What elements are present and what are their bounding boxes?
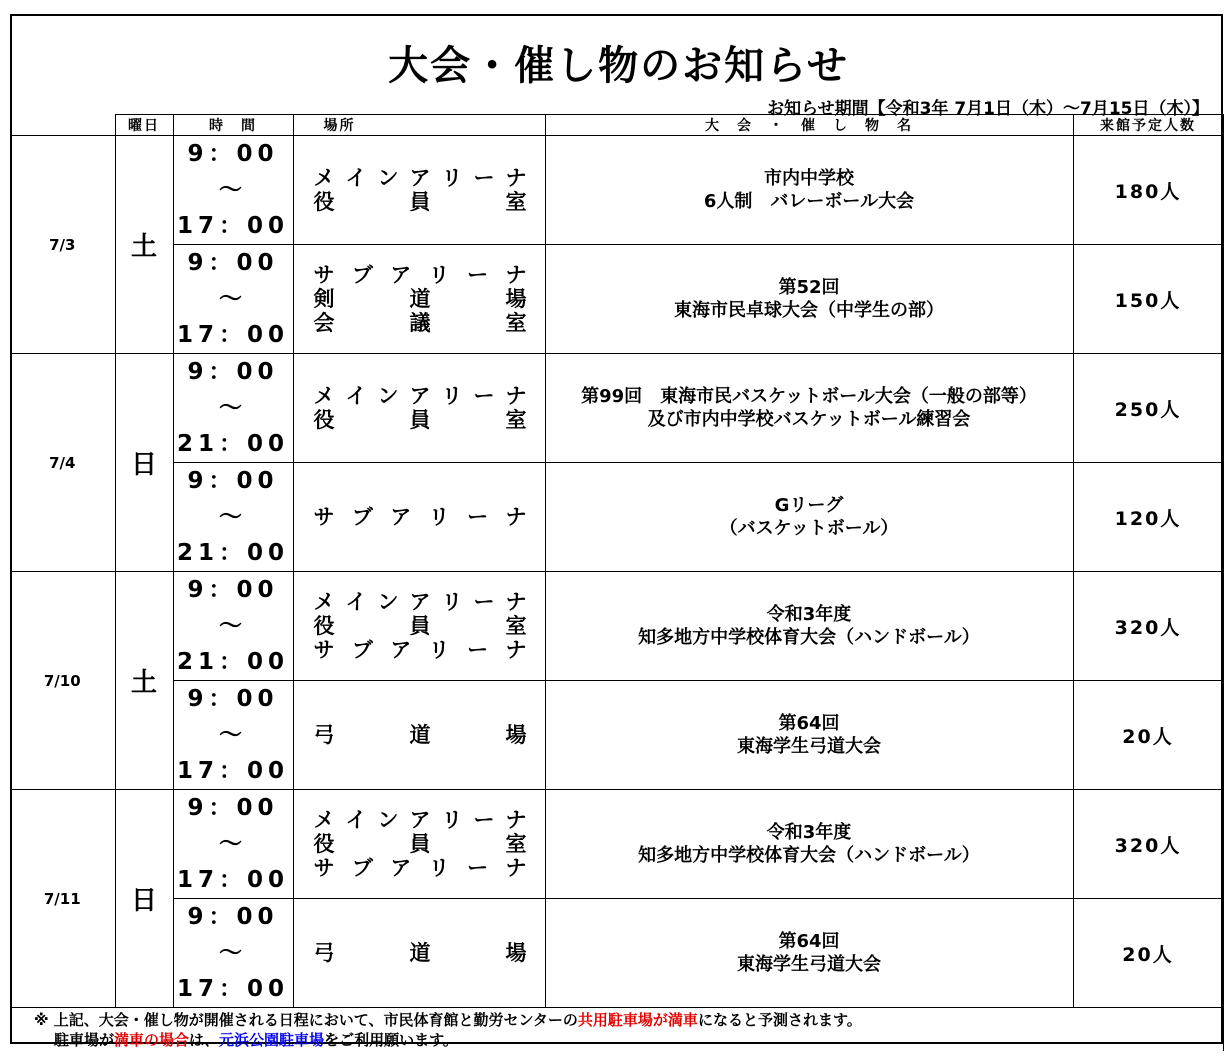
note-line-2 [34,1030,1223,1050]
time-separator: ～ [219,177,247,203]
time-cell [173,899,293,1008]
attendance-count: 180人 [1073,136,1223,245]
weekday-cell: 土 [115,572,173,790]
venue-cell [293,354,545,463]
header-row [10,115,1223,136]
venue-name: メ イ ン ア リ ー ナ [313,808,527,832]
note-text: になると予測されます。 [697,1010,862,1029]
venue-cell [293,681,545,790]
header-event: 大 会 ・ 催 し 物 名 [545,115,1073,136]
note-parking-name: 元浜公園駐車場 [219,1030,325,1049]
time-cell [173,681,293,790]
event-row [10,245,1223,354]
time-separator: ～ [219,831,247,857]
end-time: 21：00 [176,431,289,457]
start-time: 9：00 [187,141,279,167]
time-separator: ～ [219,613,247,639]
venue-name: 弓 道 場 [313,723,527,747]
venue-name: メ イ ン ア リ ー ナ [313,384,527,408]
note-text: は、 [189,1030,220,1049]
event-name-line: 第64回 [778,713,840,734]
event-name-line: 第52回 [778,277,840,298]
event-row [10,681,1223,790]
venue-name: 役 員 室 [313,408,527,432]
page-title: 大会・催し物のお知らせ [388,43,849,89]
event-name-line: 知多地方中学校体育大会（ハンドボール） [638,845,980,866]
parking-note [10,1008,1223,1052]
end-time: 17：00 [176,758,289,784]
event-cell [545,572,1073,681]
header-count: 来館予定人数 [1073,115,1223,136]
venue-name: サ ブ ア リ ー ナ [313,638,527,662]
event-row [10,572,1223,681]
date-cell: 7/4 [10,354,115,572]
event-name-line: 東海学生弓道大会 [737,954,881,975]
time-separator: ～ [219,395,247,421]
event-name-line: 第99回 東海市民バスケットボール大会（一般の部等） [581,386,1037,407]
time-cell [173,245,293,354]
event-cell [545,136,1073,245]
event-row [10,790,1223,899]
venue-name: 会 議 室 [313,311,527,335]
note-text: 駐車場が [54,1030,115,1049]
venue-name: 役 員 室 [313,190,527,214]
event-row [10,354,1223,463]
event-cell [545,463,1073,572]
venue-name: 役 員 室 [313,614,527,638]
start-time: 9：00 [187,359,279,385]
time-separator: ～ [219,504,247,530]
weekday-cell: 日 [115,354,173,572]
note-text: をご利用願います。 [324,1030,458,1049]
event-name-line: 東海市民卓球大会（中学生の部） [674,300,944,321]
event-name-line: 6人制 バレーボール大会 [703,191,915,212]
note-alert: 満車の場合 [114,1030,190,1049]
event-cell [545,245,1073,354]
event-cell [545,899,1073,1008]
time-separator: ～ [219,722,247,748]
start-time: 9：00 [187,468,279,494]
event-name-line: 知多地方中学校体育大会（ハンドボール） [638,627,980,648]
end-time: 21：00 [176,540,289,566]
note-text: ※ 上記、大会・催し物が開催される日程において、市民体育館と勤労センターの [34,1010,578,1029]
header-dow: 曜日 [115,115,173,136]
time-cell [173,136,293,245]
venue-cell [293,790,545,899]
note-line-1 [34,1010,1223,1030]
note-row [10,1008,1223,1052]
date-cell: 7/11 [10,790,115,1008]
start-time: 9：00 [187,686,279,712]
venue-cell [293,245,545,354]
header-venue-text: 場所 [323,118,356,134]
time-cell [173,463,293,572]
venue-cell [293,136,545,245]
attendance-count: 20人 [1073,899,1223,1008]
date-cell: 7/10 [10,572,115,790]
date-cell: 7/3 [10,136,115,354]
start-time: 9：00 [187,795,279,821]
event-name-line: 東海学生弓道大会 [737,736,881,757]
attendance-count: 320人 [1073,790,1223,899]
weekday-cell: 土 [115,136,173,354]
attendance-count: 150人 [1073,245,1223,354]
time-cell [173,572,293,681]
event-row [10,136,1223,245]
event-cell [545,354,1073,463]
schedule-table [10,114,1224,1051]
start-time: 9：00 [187,904,279,930]
venue-name: サ ブ ア リ ー ナ [313,263,527,287]
end-time: 17：00 [176,213,289,239]
attendance-count: 320人 [1073,572,1223,681]
event-row [10,463,1223,572]
venue-cell [293,899,545,1008]
time-separator: ～ [219,940,247,966]
event-name-line: （バスケットボール） [719,518,899,539]
note-alert: 共用駐車場が満車 [577,1010,698,1029]
start-time: 9：00 [187,577,279,603]
event-name-line: 令和3年度 [766,822,852,843]
attendance-count: 20人 [1073,681,1223,790]
notice-period: お知らせ期間【令和3年 7月1日（木）～7月15日（木）】 [767,99,1209,119]
header-time: 時 間 [173,115,293,136]
venue-cell [293,463,545,572]
venue-name: 剣 道 場 [313,287,527,311]
event-name-line: 令和3年度 [766,604,852,625]
event-name-line: 市内中学校 [764,168,854,189]
event-cell [545,681,1073,790]
time-cell [173,354,293,463]
venue-name: メ イ ン ア リ ー ナ [313,590,527,614]
venue-cell [293,572,545,681]
venue-name: メ イ ン ア リ ー ナ [313,166,527,190]
event-row [10,899,1223,1008]
event-cell [545,790,1073,899]
attendance-count: 250人 [1073,354,1223,463]
weekday-cell: 日 [115,790,173,1008]
end-time: 17：00 [176,867,289,893]
event-name-line: 及び市内中学校バスケットボール練習会 [647,409,971,430]
venue-name: 弓 道 場 [313,941,527,965]
end-time: 21：00 [176,649,289,675]
venue-name: 役 員 室 [313,832,527,856]
end-time: 17：00 [176,322,289,348]
event-name-line: Gリーグ [774,495,844,516]
header-venue [293,115,545,136]
venue-name: サ ブ ア リ ー ナ [313,505,527,529]
start-time: 9：00 [187,250,279,276]
venue-name: サ ブ ア リ ー ナ [313,856,527,880]
time-separator: ～ [219,286,247,312]
end-time: 17：00 [176,976,289,1002]
event-name-line: 第64回 [778,931,840,952]
attendance-count: 120人 [1073,463,1223,572]
header-date [10,115,115,136]
time-cell [173,790,293,899]
